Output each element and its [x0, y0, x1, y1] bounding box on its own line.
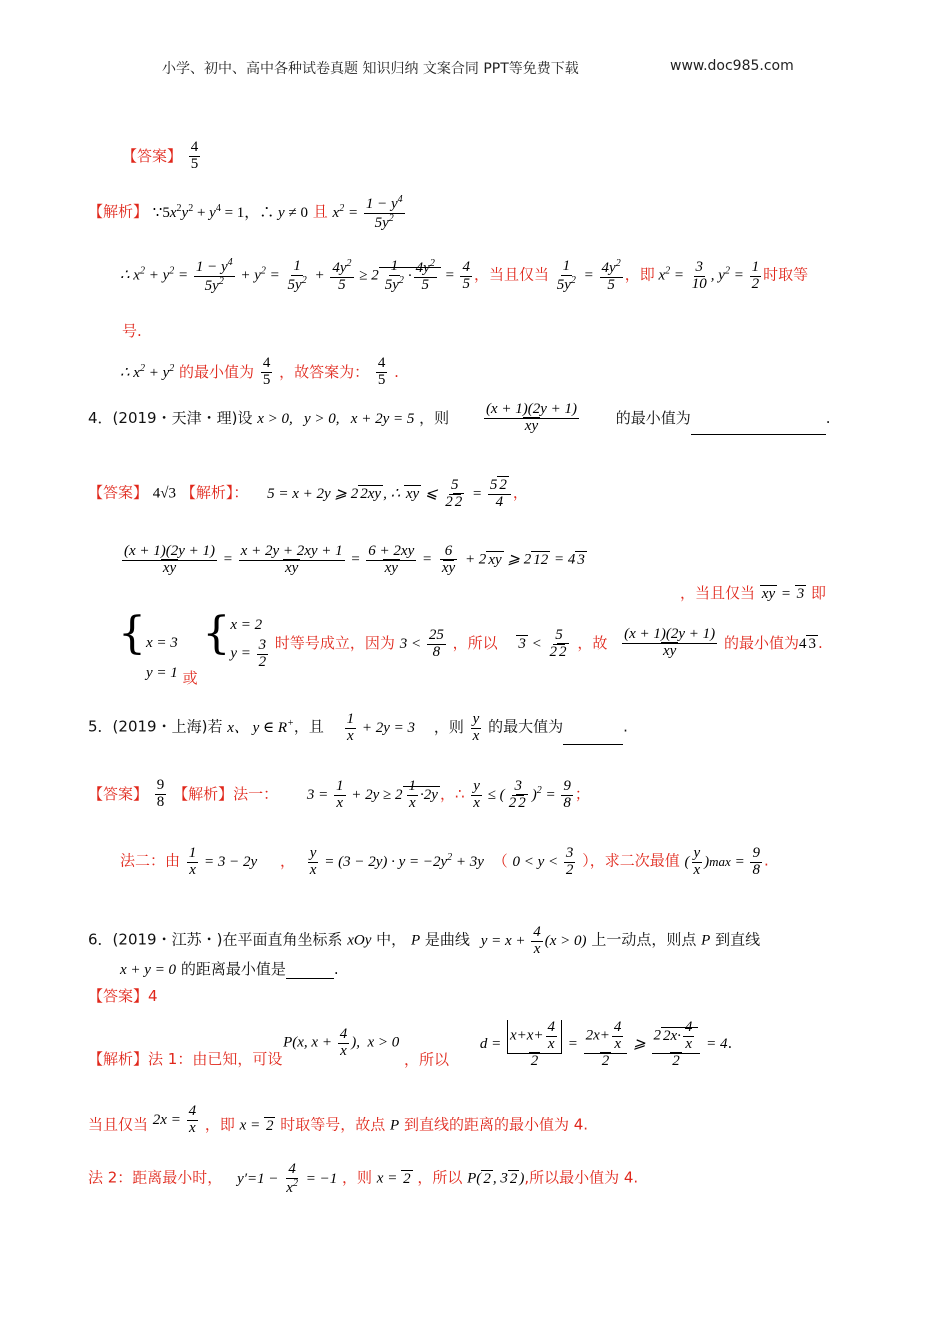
q3-condition: $\because 5x^2y^2 + y^4 = 1$，∴ y ≠ 0 [152, 202, 308, 221]
q5-answer-line: 【答案】 $\frac{9}{8}$ 【解析】法一： 3 = $\frac{1}{x}$ + 2y ≥ 2 $\frac{1}{x}$ ·2y ，∴ $\frac{y}{x}$ ≤ ( $\frac{3}{2 2}$ )$^2$ = $\frac{9}{8}$ ； [88, 777, 590, 811]
header-url: www.doc985.com [670, 58, 794, 74]
q6-answer-blank[interactable] [286, 978, 334, 979]
answer-label: 【答案】 [122, 146, 183, 165]
q3-answer-line [122, 140, 202, 173]
q4-analysis-line2: $\frac{(x + 1)(2y + 1)}{xy}$ = $\frac{x + 2y + 2xy + 1}{xy}$ = $\frac{6 + 2xy}{xy}$ = $\frac{6}{xy}$ + 2 xy ⩾ 2 12 = 4 3 [124, 543, 585, 576]
q5-stem: 5．(2019・上海)若 x、 y ∈ R+，且 $\frac{1}{x}$ + 2y = 3 ，则 $\frac{y}{x}$ 的最大值为 . [88, 711, 628, 744]
q6-analysis-line2: 当且仅当 2x = $\frac{4}{x}$ ，即 x = 2 时取等号，故点 P 到直线的距离的最小值为 4. [88, 1103, 589, 1136]
page-header [162, 58, 579, 78]
q4-answer-line: 【答案】 4√3 【解析】： 5 = x + 2y ⩾ 2 2xy , ∴ xy ⩽ $\frac{5}{2 2}$ = $\frac{5 2}{4}$ ， [88, 477, 528, 510]
q6-stem-line1: 6．(2019・江苏・)在平面直角坐标系 xOy 中， P 是曲线 y = x + $\frac{4}{x}$ (x > 0) 上一动点，则点 P 到直线 [88, 924, 761, 957]
q6-stem-line2: x + y = 0 的距离最小值是 . [120, 960, 339, 978]
q5-method2-line: 法二：由 $\frac{1}{x}$ = 3 − 2y ， $\frac{y}{x}$ = $(3 - 2y) \cdot y = -2y^2 + 3y$ （ 0 < y < $\frac{3}{2}$ ），求二次最值 ( $\frac{y}{x}$ )max = $\frac{9}{8}$ . [120, 845, 769, 878]
q3-answer-fraction: $\frac{4}{5}$ [190, 139, 199, 172]
q3-analysis-line3: ∴ $x^2 + y^2$ 的最小值为 $\frac{4}{5}$ ，故答案为： $\frac{4}{5}$ . [120, 355, 399, 388]
q3-analysis-line2: ∴ $x^2 + y^2$ = $\frac{1 - y^4}{5y^2}$ + $y^2$ = $\frac{1}{5y^2}$ + $\frac{4y^2}{5}$ ≥ 2 $\frac{1}{5y^2}$ · $\frac{4y^2}{5}$ = $\frac{4}{5}$ ，当且仅当 $\frac{1}{5y^2}$ = $\frac{4y^2}{5}$ ，即 $x^2$ = $\frac{3}{10}$ , $y^2$ = $\frac{1}{2}$ 时取等 [120, 257, 809, 294]
q3-analysis-line2b: 号. [122, 322, 142, 340]
q6-answer-line: 【答案】4 [88, 987, 158, 1005]
q4-stem: 4．(2019・天津・理)设 x > 0, y > 0, x + 2y = 5 ，则 $\frac{(x + 1)(2y + 1)}{xy}$ 的最小值为 . [88, 401, 831, 434]
q4-answer-blank[interactable] [691, 434, 826, 435]
q3-analysis-line1: 【解析】 $\because 5x^2y^2 + y^4 = 1$，∴ y ≠ 0 且 $x^2$ = $\frac{1 - y^4}{5y^2}$ [88, 195, 407, 232]
header-text: 小学、初中、高中各种试卷真题 知识归纳 文案合同 PPT等免费下载 [162, 61, 579, 77]
q6-analysis-line3: 法 2：距离最小时， y′=1 − $\frac{4}{x^2}$ = −1 ，则 x = 2 ，所以 P( 2 , 3 2 ),所以最小值为 4. [88, 1161, 639, 1196]
q4-analysis-line3: {x = 3 y = 1 或 {x = 2 y = $\frac{3}{2}$ 时等号成立，因为 3 < $\frac{25}{8}$ ，所以 3 < $\frac{5}{2 2}$ ，故 $\frac{(x + 1)(2y + 1)}{xy}$ 的最小值为4 3 . [118, 608, 823, 687]
q6-analysis-line1: 【解析】法 1：由已知，可设 P(x, x + $\frac{4}{x}$ ), x > 0 ，所以 d = x+x+ $\frac{4}{x}$ 2 = 2x+ $\frac{4}{x}$ 2 ⩾ 2 2x· $\frac{4}{x}$ 2 = 4. [88, 1019, 733, 1069]
q3-x2-expr: $x^2$ = $\frac{1 - y^4}{5y^2}$ [332, 194, 403, 231]
q5-answer-blank[interactable] [563, 744, 623, 745]
analysis-label: 【解析】 [88, 202, 149, 221]
q4-analysis-line2b: ，当且仅当 xy = 3 即 [680, 584, 827, 602]
q5-answer-fraction: $\frac{9}{8}$ [156, 777, 165, 810]
